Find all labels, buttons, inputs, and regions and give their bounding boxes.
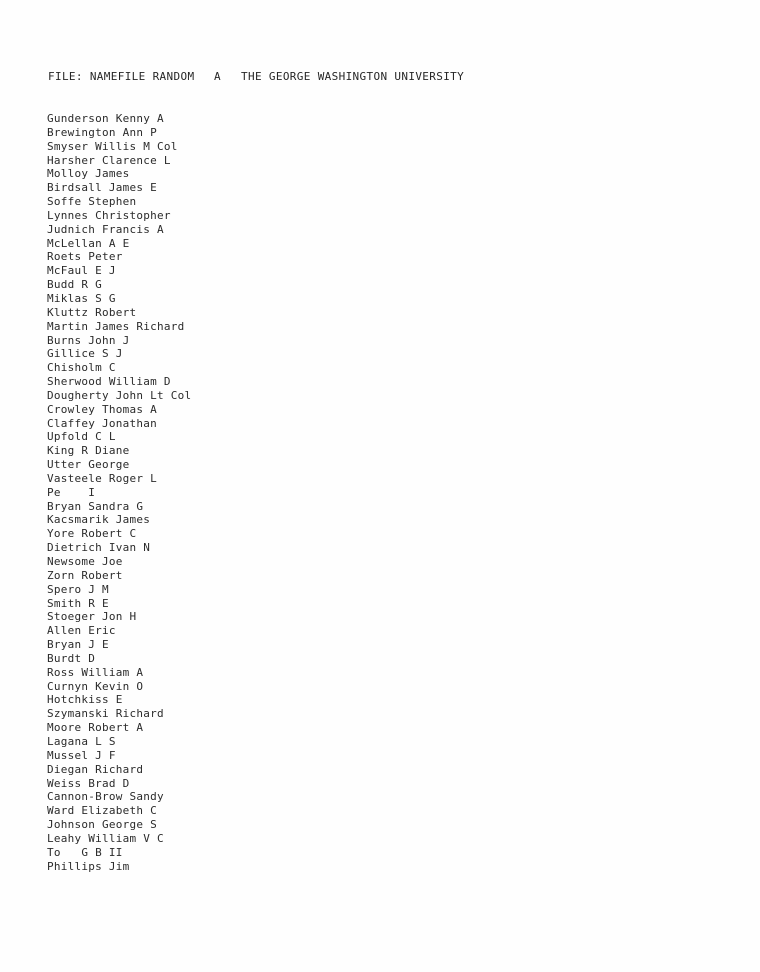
name-entry: Soffe Stephen xyxy=(47,195,137,209)
name-entry: Miklas S G xyxy=(47,291,116,305)
name-entry: Martin James Richard xyxy=(47,319,185,333)
name-entry: Vasteele Roger L xyxy=(47,471,157,485)
name-entry: Gillice S J xyxy=(47,347,123,361)
name-entry: Smith R E xyxy=(47,596,109,610)
name-entry: Ward Elizabeth C xyxy=(47,804,157,818)
name-entry: Bryan Sandra G xyxy=(47,499,144,513)
name-entry: Weiss Brad D xyxy=(47,776,130,790)
file-header xyxy=(48,70,464,83)
name-entry: Diegan Richard xyxy=(47,762,144,776)
name-entry: Dietrich Ivan N xyxy=(47,541,151,555)
institution-name: THE GEORGE WASHINGTON UNIVERSITY xyxy=(241,70,465,83)
name-entry: Claffey Jonathan xyxy=(47,416,157,430)
file-label: FILE: NAMEFILE RANDOM xyxy=(48,70,195,83)
name-entry: Pe I xyxy=(47,485,96,499)
name-entry: Cannon-Brow Sandy xyxy=(47,790,164,804)
name-entry: Brewington Ann P xyxy=(47,125,157,139)
name-entry: Leahy William V C xyxy=(47,831,164,845)
name-entry: Mussel J F xyxy=(47,748,116,762)
name-entry: Smyser Willis M Col xyxy=(47,139,178,153)
name-entry: Chisholm C xyxy=(47,361,116,375)
name-entry: Budd R G xyxy=(47,278,102,292)
name-entry: Judnich Francis A xyxy=(47,222,164,236)
file-letter: A xyxy=(214,70,221,83)
name-entry: Utter George xyxy=(47,458,130,472)
name-entry: Lynnes Christopher xyxy=(47,208,171,222)
name-entry: Harsher Clarence L xyxy=(47,153,171,167)
name-entry: Ross William A xyxy=(47,665,144,679)
name-entry: Yore Robert C xyxy=(47,527,137,541)
name-entry: McLellan A E xyxy=(47,236,130,250)
name-entry: King R Diane xyxy=(47,444,130,458)
name-entry: Szymanski Richard xyxy=(47,707,164,721)
name-entry: Newsome Joe xyxy=(47,555,123,568)
name-entry: Kluttz Robert xyxy=(47,305,137,319)
name-entry: Upfold C L xyxy=(47,430,116,444)
name-entry: Phillips Jim xyxy=(47,859,130,873)
name-entry: Curnyn Kevin O xyxy=(47,679,144,693)
name-entry: Stoeger Jon H xyxy=(47,610,137,624)
name-entry: Gunderson Kenny A xyxy=(47,112,164,125)
name-entry: Dougherty John Lt Col xyxy=(47,388,192,402)
name-entry: Molloy James xyxy=(47,167,130,181)
name-entry: Zorn Robert xyxy=(47,568,123,582)
name-list xyxy=(47,112,191,873)
name-entry: Johnson George S xyxy=(47,818,157,832)
name-entry: Burdt D xyxy=(47,651,96,665)
name-entry: Burns John J xyxy=(47,333,130,347)
name-entry: McFaul E J xyxy=(47,264,116,278)
name-entry: Allen Eric xyxy=(47,624,116,638)
name-entry: Bryan J E xyxy=(47,638,109,652)
name-entry: Kacsmarik James xyxy=(47,513,151,527)
name-entry: Moore Robert A xyxy=(47,721,144,735)
name-entry: Hotchkiss E xyxy=(47,693,123,707)
name-entry: To G B II xyxy=(47,845,123,859)
name-entry: Crowley Thomas A xyxy=(47,402,157,416)
name-entry: Spero J M xyxy=(47,582,109,596)
name-entry: Sherwood William D xyxy=(47,375,171,389)
name-entry: Roets Peter xyxy=(47,250,123,264)
name-entry: Lagana L S xyxy=(47,734,116,748)
name-entry: Birdsall James E xyxy=(47,181,157,195)
